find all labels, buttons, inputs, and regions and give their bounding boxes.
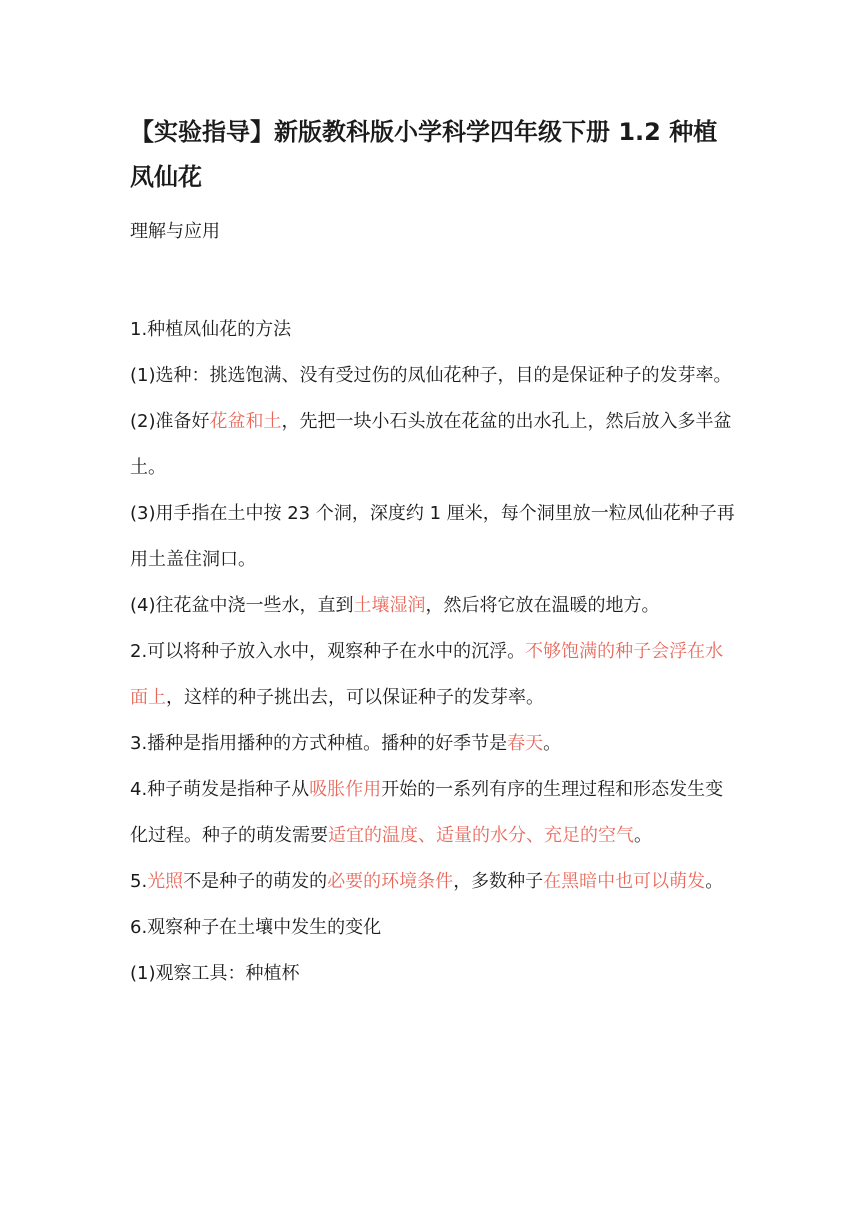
paragraph-1: 1.种植凤仙花的方法 — [130, 319, 292, 340]
paragraph-3 — [130, 399, 735, 491]
text-segment: ，多数种子 — [453, 871, 544, 892]
text-segment: 。 — [634, 825, 652, 846]
text-segment: ，然后将它放在温暖的地方。 — [425, 595, 660, 616]
text-segment: 3.播种是指用播种的方式种植。播种的好季节是 — [130, 733, 508, 754]
text-segment: 开始的一系列有序的生理过程和形态发生变化过程。种子的萌发需要 — [130, 779, 724, 846]
paragraph-7 — [130, 721, 735, 767]
text-segment: (4)往花盆中浇一些水，直到 — [130, 595, 354, 616]
highlighted-text: 花盆和土 — [209, 411, 282, 432]
paragraph-10: 6.观察种子在土壤中发生的变化 — [130, 917, 382, 938]
paragraph-5 — [130, 583, 735, 629]
text-segment: (2)准备好 — [130, 411, 210, 432]
paragraph-2: (1)选种：挑选饱满、没有受过伤的凤仙花种子，目的是保证种子的发芽率。 — [130, 365, 732, 386]
paragraph-8 — [130, 767, 735, 859]
text-segment: 5. — [130, 871, 148, 892]
highlighted-text: 在黑暗中也可以萌发 — [543, 871, 706, 892]
text-segment: 。 — [705, 871, 724, 892]
text-segment: ，这样的种子挑出去，可以保证种子的发芽率。 — [166, 687, 544, 708]
highlighted-text: 不够饱满的种子会浮在水面上 — [130, 641, 724, 708]
paragraph-9 — [130, 859, 735, 905]
highlighted-text: 土壤湿润 — [353, 595, 426, 616]
document-title: 【实验指导】新版教科版小学科学四年级下册 1.2 种植凤仙花 — [130, 118, 718, 191]
highlighted-text: 春天 — [507, 733, 544, 754]
section-heading: 理解与应用 — [130, 221, 220, 242]
highlighted-text: 光照 — [147, 871, 184, 892]
highlighted-text: 吸胀作用 — [309, 779, 382, 800]
highlighted-text: 必要的环境条件 — [327, 871, 454, 892]
highlighted-text: 适宜的温度、适量的水分、充足的空气 — [328, 825, 634, 846]
paragraph-11: (1)观察工具：种植杯 — [130, 963, 300, 984]
text-segment: 。 — [543, 733, 562, 754]
text-segment: 4.种子萌发是指种子从 — [130, 779, 310, 800]
paragraph-6 — [130, 629, 735, 721]
paragraph-4: (3)用手指在土中按 23 个洞，深度约 1 厘米，每个洞里放一粒凤仙花种子再用土盖住洞口。 — [130, 503, 735, 570]
text-segment: 2.可以将种子放入水中，观察种子在水中的沉浮。 — [130, 641, 526, 662]
document-body — [130, 307, 735, 997]
text-segment: ，先把一块小石头放在花盆的出水孔上，然后放入多半盆土。 — [130, 411, 732, 478]
text-segment: 不是种子的萌发的 — [183, 871, 328, 892]
